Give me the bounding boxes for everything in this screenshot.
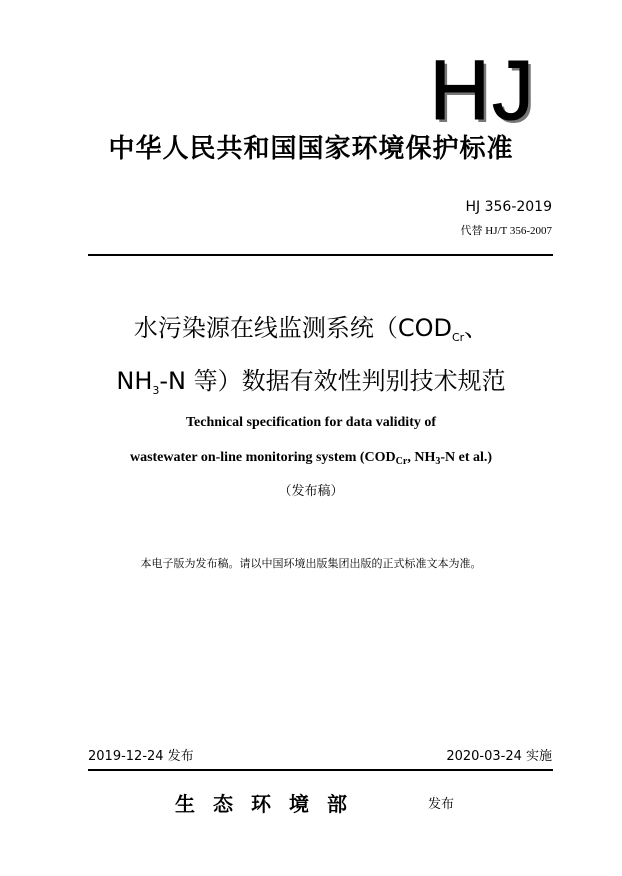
issuer-title: 中华人民共和国国家环境保护标准: [108, 134, 514, 164]
chinese-title-line-1-main: 水污染源在线监测系统（COD: [133, 314, 452, 342]
top-divider: [88, 254, 553, 256]
issue-date: 2019-12-24 发布: [88, 749, 194, 764]
chinese-title-line-2-tail: -N 等）数据有效性判别技术规范: [159, 367, 506, 395]
publisher-name: 生态环境部: [175, 792, 365, 816]
draft-label: （发布稿）: [278, 484, 344, 499]
chinese-title-cr-subscript: Cr: [451, 331, 465, 344]
hj-logo: HJ: [429, 43, 536, 137]
english-title-line-2-head: wastewater on-line monitoring system (COD: [129, 450, 396, 465]
replaces-standard: 代替 HJ/T 356-2007: [460, 225, 552, 237]
electronic-version-notice: 本电子版为发布稿。请以中国环境出版集团出版的正式标准文本为准。: [140, 557, 482, 570]
standard-number: HJ 356-2019: [465, 199, 552, 215]
english-title-cr-subscript: Cr: [395, 456, 408, 467]
chinese-title-3-subscript: 3: [152, 384, 160, 397]
chinese-title-line-1-tail: 、: [464, 314, 489, 342]
english-title-line-2-mid: , NH: [407, 450, 436, 465]
chinese-title-line-2-head: NH: [116, 367, 153, 395]
publish-label: 发布: [428, 797, 455, 812]
english-title-line-2-tail: -N et al.): [440, 450, 493, 465]
english-title-line-1: Technical specification for data validity of: [185, 415, 437, 430]
english-title-line-2: [0, 449, 622, 471]
english-title-3-subscript: 3: [435, 456, 441, 467]
chinese-title-line-1: [0, 312, 622, 354]
implementation-date: 2020-03-24 实施: [446, 749, 552, 764]
chinese-title-line-2: [0, 365, 622, 407]
bottom-divider: [88, 769, 553, 771]
